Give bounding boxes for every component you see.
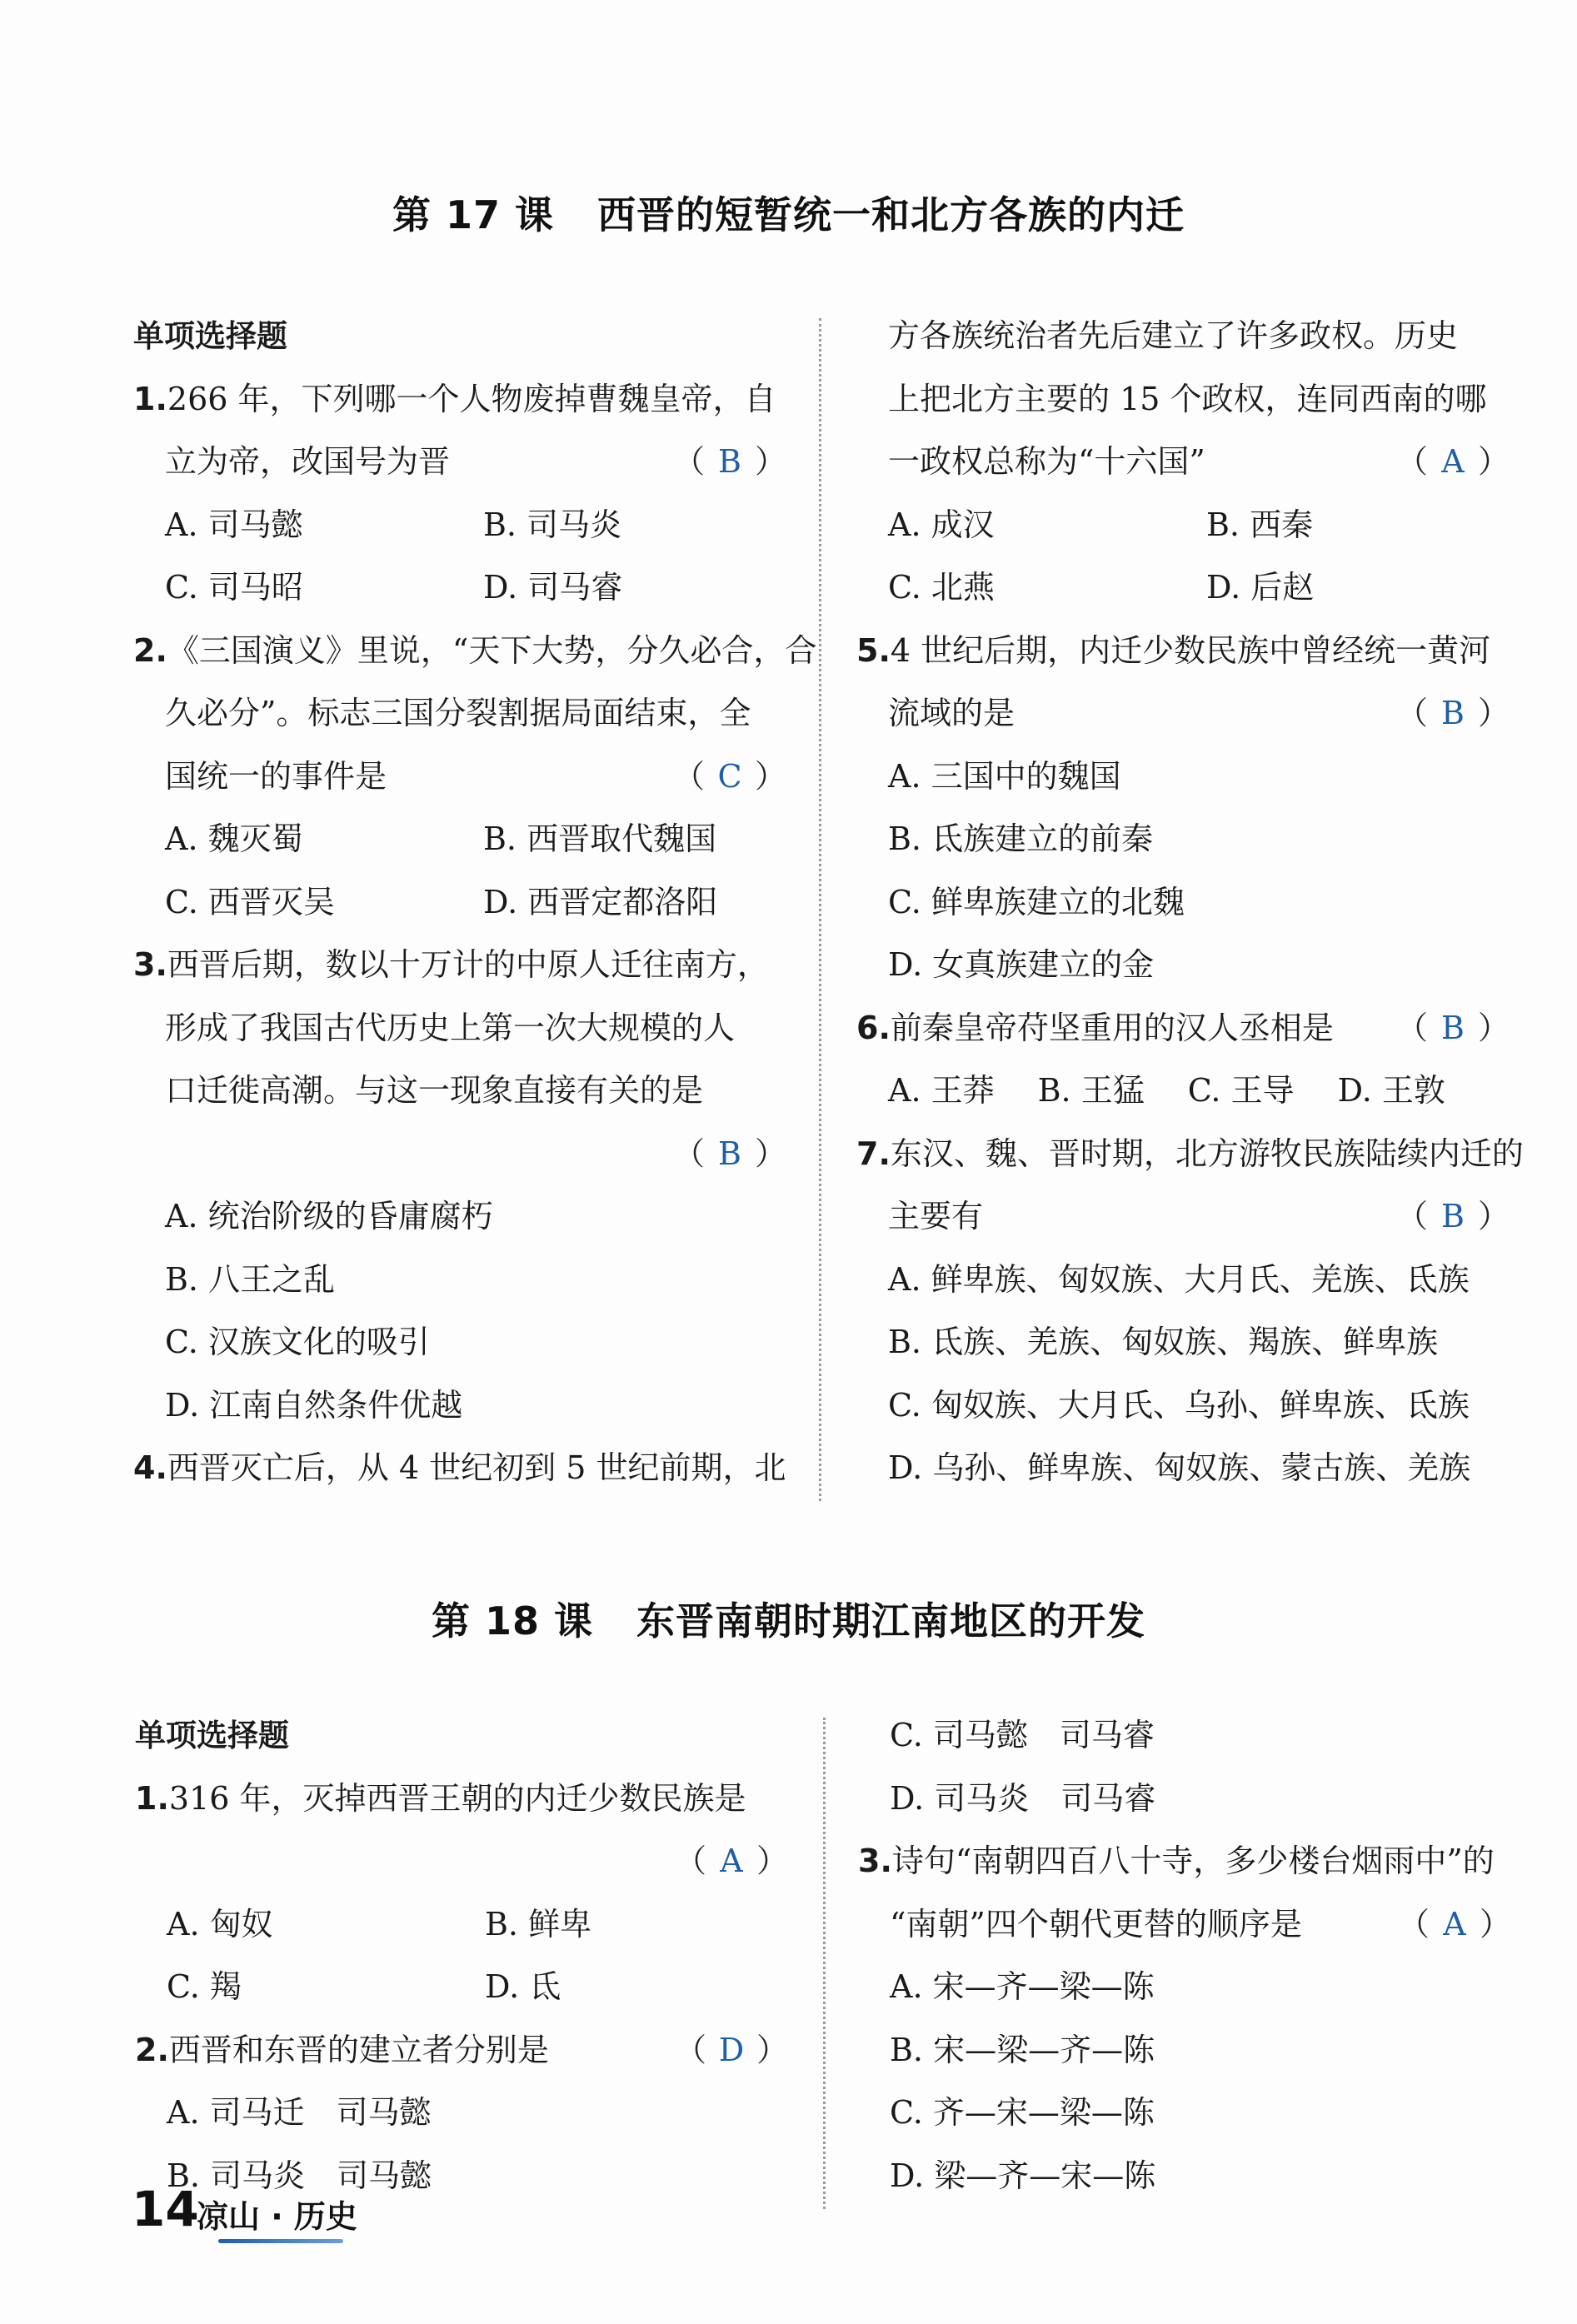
options-row: C. 羯 D. 氐 [167,1968,561,2005]
answer-letter: C [717,757,742,795]
answer-letter: B [1441,1009,1465,1046]
lesson-18-left-column [135,1704,793,2207]
question-7: 7.东汉、魏、晋时期，北方游牧民族陆续内迁的 [856,1135,1524,1172]
option: D. 梁—齐—宋—陈 [890,2157,1156,2194]
column-divider [819,318,821,1501]
option: B. 氐族、羌族、匈奴族、羯族、鲜卑族 [888,1324,1439,1360]
lesson-18-right-column: C. 司马懿 司马睿 D. 司马炎 司马睿 3.诗句“南朝四百八十寺，多少楼台烟雨中”的 “南朝”四个朝代更替的顺序是 （ A ） A. 宋—齐—梁—陈 B. 宋—梁—齐—陈 C. 齐—宋—梁—陈 D. 梁—齐—宋—陈 [858,1704,1516,2207]
answer-box: （ B ） [1396,682,1510,746]
footer-underline [218,2239,343,2243]
options-row: C. 司马昭 D. 司马睿 [165,569,623,606]
option: B. 八王之乱 [165,1260,336,1298]
answer-box: （ C ） [673,746,786,809]
option: A. 鲜卑族、匈奴族、大月氏、羌族、氐族 [888,1260,1470,1298]
question-2: 2.西晋和东晋的建立者分别是 （ D ） [135,2019,793,2082]
answer-box: （ B ） [1396,997,1510,1060]
option: D. 乌孙、鲜卑族、匈奴族、蒙古族、羌族 [888,1449,1471,1486]
answer-box: （ A ） [675,1830,788,1893]
answer-letter: A [1443,1905,1466,1942]
options-row: C. 西晋灭吴 D. 西晋定都洛阳 [165,883,718,920]
answer-box: （ B ） [1396,1185,1510,1249]
answer-letter: B [1441,1198,1465,1234]
option: A. 三国中的魏国 [888,757,1121,795]
answer-letter: B [718,443,741,480]
option: D. 女真族建立的金 [888,946,1155,983]
column-divider [823,1718,826,2209]
answer-box: （ B ） [673,431,786,494]
answer-letter: A [1441,443,1465,480]
lesson-17-title [0,185,1577,240]
book-label: 凉山 · 历史 [197,2198,357,2235]
lesson-17-left-column: 单项选择题 1.266 年，下列哪一个人物废掉曹魏皇帝，自 立为帝，改国号为晋 （ B ） A. 司马懿 B. 司马炎 C. 司马昭 D. 司马睿 2.《三国演义》里说，“天下大势，分久必合，合 久必分”。标志三国分裂割据局面结束，全 国统一的事件是 （ C ） A. 魏灭蜀 B. 西晋取代魏国 C. 西晋灭吴 D. 西晋定都洛阳 3.西晋后期，数以十万计的中原人迁往南方， 形成了我国古代历史上第一次大规模的人 口迁徙高潮。与这一现象直接有关的是 （ B ） A. 统治阶级的昏庸腐朽 B. 八王之乱 C. 汉族文化的吸引 D. 江南自然条件优越 4.西晋灭亡后，从 4 世纪初到 5 世纪前期，北 [133,305,791,1500]
option: A. 统治阶级的昏庸腐朽 [165,1198,493,1234]
answer-box: （ A ） [1396,431,1510,494]
question-3: 3.诗句“南朝四百八十寺，多少楼台烟雨中”的 [858,1843,1495,1879]
lesson-number: 第 18 课 [431,1598,594,1643]
options-row: A. 司马懿 B. 司马炎 [165,506,622,543]
question-1: 1.316 年，灭掉西晋王朝的内迁少数民族是 [135,1779,746,1817]
question-4: 4.西晋灭亡后，从 4 世纪初到 5 世纪前期，北 [133,1449,786,1486]
question-3: 3.西晋后期，数以十万计的中原人迁往南方， [133,946,769,983]
section-heading: 单项选择题 [135,1718,289,1753]
answer-letter: A [720,1843,743,1879]
answer-letter: D [718,2031,745,2068]
lesson-17-right-column: 方各族统治者先后建立了许多政权。历史 上把北方主要的 15 个政权，连同西南的哪 一政权总称为“十六国” （ A ） A. 成汉 B. 西秦 C. 北燕 D. 后赵 5.4 世纪后期，内迁少数民族中曾经统一黄河 流域的是 （ B ） A. 三国中的魏国 B. 氐族建立的前秦 C. 鲜卑族建立的北魏 D. 女真族建立的金 6.前秦皇帝苻坚重用的汉人丞相是 （ B ） A. 王莽 B. 王猛 C. 王导 D. 王敦 7.东汉、魏、晋时期，北方游牧民族陆续内迁的 主要有 （ B ） A. 鲜卑族、匈奴族、大月氏、羌族、氐族 B. 氐族、羌族、匈奴族、羯族、鲜卑族 C. 匈奴族、大月氏、乌孙、鲜卑族、氐族 D. 乌孙、鲜卑族、匈奴族、蒙古族、羌族 [856,305,1515,1500]
option: A. 司马迁 司马懿 [167,2094,432,2131]
option: B. 氐族建立的前秦 [888,820,1154,857]
answer-letter: B [1441,695,1465,731]
options-row: A. 王莽 B. 王猛 C. 王导 D. 王敦 [888,1072,1445,1109]
answer-box: （ B ） [673,1123,786,1186]
option: A. 宋—齐—梁—陈 [890,1968,1155,2005]
answer-letter: B [718,1135,741,1172]
option: C. 齐—宋—梁—陈 [890,2094,1155,2131]
question-6: 6.前秦皇帝苻坚重用的汉人丞相是 （ B ） [856,997,1515,1060]
answer-box: （ D ） [675,2019,788,2082]
page-number: 14 [132,2181,199,2237]
option: D. 江南自然条件优越 [165,1386,463,1424]
lesson-title-text: 东晋南朝时期江南地区的开发 [636,1598,1146,1643]
option: C. 鲜卑族建立的北魏 [888,883,1185,920]
option: C. 司马懿 司马睿 [890,1717,1155,1753]
option: C. 匈奴族、大月氏、乌孙、鲜卑族、氐族 [888,1386,1470,1424]
question-1: 1.266 年，下列哪一个人物废掉曹魏皇帝，自 [133,380,776,417]
options-row: A. 魏灭蜀 B. 西晋取代魏国 [165,820,717,857]
lesson-title-text: 西晋的短暂统一和北方各族的内迁 [597,192,1185,237]
options-row: A. 匈奴 B. 鲜卑 [167,1905,592,1942]
options-row: C. 北燕 D. 后赵 [888,569,1315,606]
options-row: A. 成汉 B. 西秦 [888,506,1314,543]
lesson-number: 第 17 课 [392,192,555,237]
section-heading: 单项选择题 [133,318,287,354]
question-2: 2.《三国演义》里说，“天下大势，分久必合，合 [133,631,817,669]
option: B. 宋—梁—齐—陈 [890,2031,1155,2068]
question-5: 5.4 世纪后期，内迁少数民族中曾经统一黄河 [856,631,1491,669]
lesson-18-title [0,1591,1577,1646]
option: C. 汉族文化的吸引 [165,1324,430,1360]
option: D. 司马炎 司马睿 [890,1779,1156,1817]
option: B. 司马炎 司马懿 [167,2157,432,2194]
answer-box: （ A ） [1398,1893,1511,1957]
